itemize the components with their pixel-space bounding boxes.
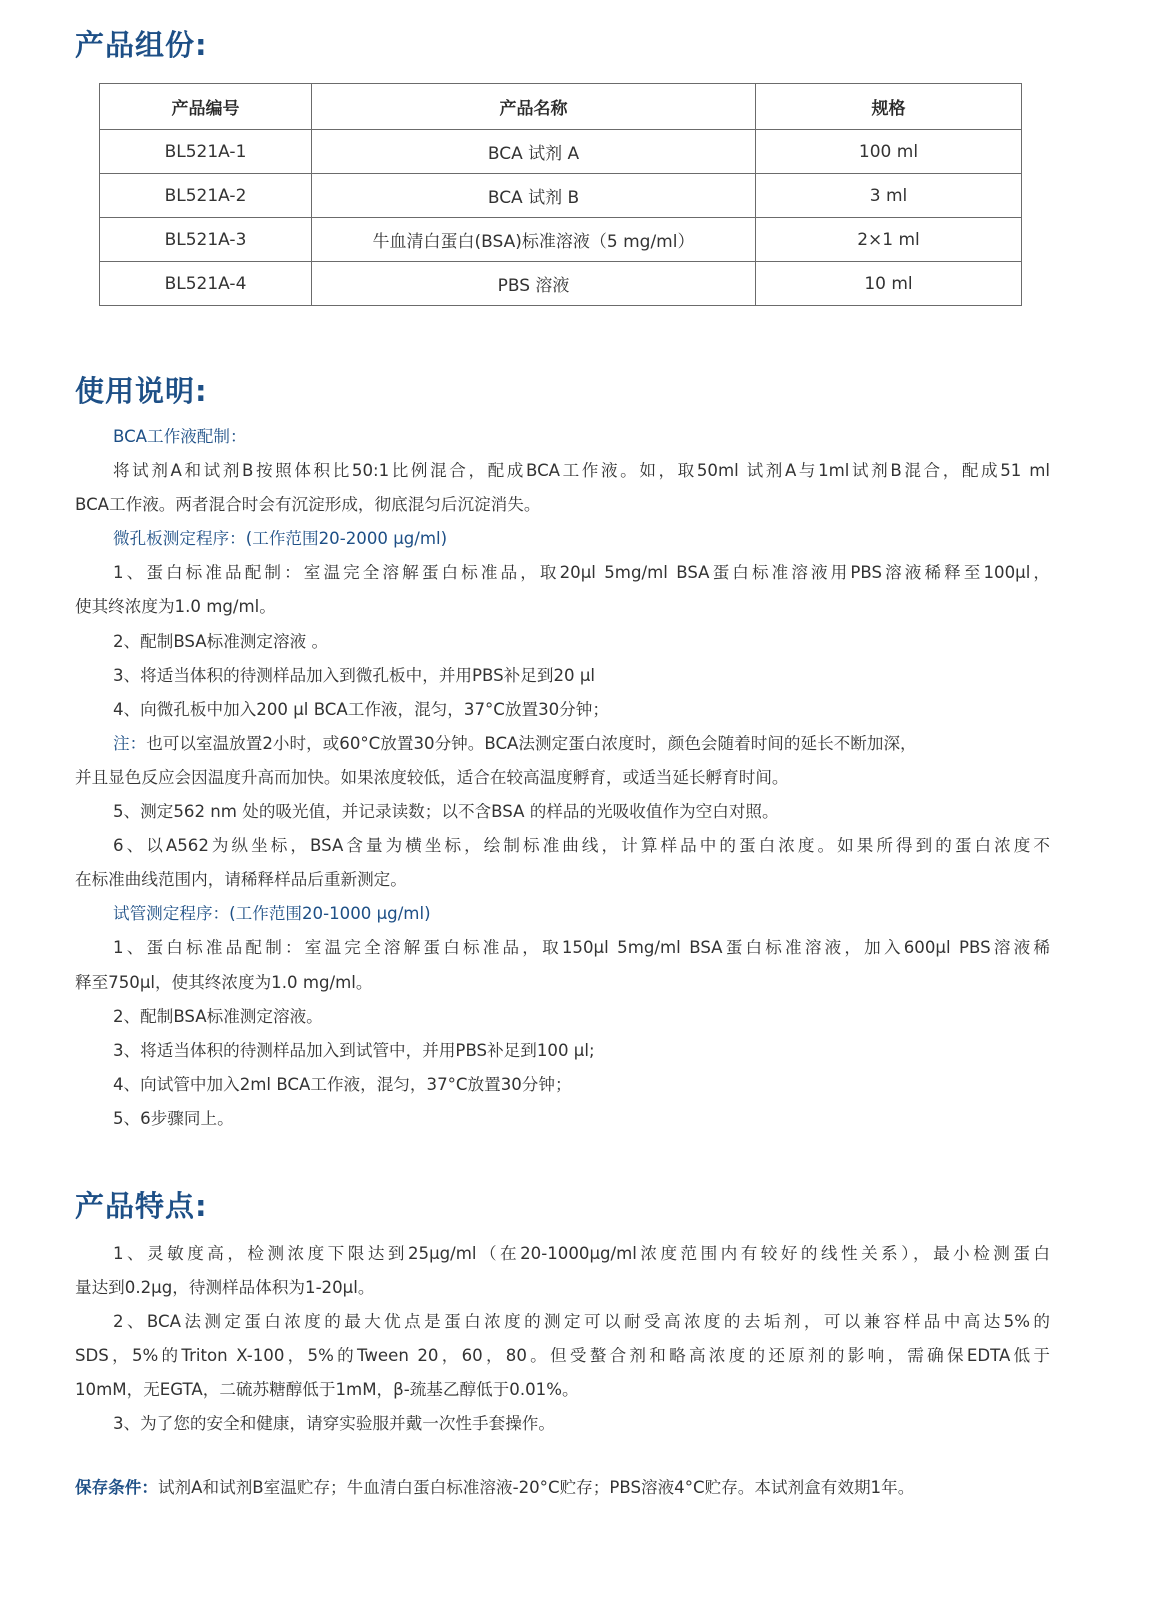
header-product-name: 产品名称 [312,84,756,130]
paragraph-line: 释至750µl，使其终浓度为1.0 mg/ml。 [75,972,373,992]
header-product-code: 产品编号 [100,84,312,130]
table-row [100,130,1022,174]
paragraph-line: 2、BCA法测定蛋白浓度的最大优点是蛋白浓度的测定可以耐受高浓度的去垢剂，可以兼容样品中高达5%的 [113,1312,1050,1332]
note-label: 注： [113,733,147,753]
paragraph-line: 1、蛋白标准品配制：室温完全溶解蛋白标准品，取150µl 5mg/ml BSA蛋白标准溶液，加入600µl PBS溶液稀 [113,938,1050,958]
storage-text: 试剂A和试剂B室温贮存；牛血清白蛋白标准溶液-20°C贮存；PBS溶液4°C贮存。本试剂盒有效期1年。 [157,1478,915,1497]
paragraph-line: 3、将适当体积的待测样品加入到微孔板中，并用PBS补足到20 µl [113,665,595,685]
paragraph-line: 3、为了您的安全和健康，请穿实验服并戴一次性手套操作。 [113,1414,555,1434]
cell-spec: 10 ml [756,262,1022,306]
cell-spec: 3 ml [756,174,1022,218]
paragraph-line: 量达到0.2µg，待测样品体积为1-20µl。 [75,1278,375,1298]
note-line [75,727,1050,761]
cell-code: BL521A-4 [100,262,312,306]
cell-code: BL521A-3 [100,218,312,262]
header-spec: 规格 [756,84,1022,130]
paragraph-line: 在标准曲线范围内，请稀释样品后重新测定。 [75,870,407,890]
features-heading: 产品特点: [75,1189,208,1223]
bca-working-solution-subheading: BCA工作液配制： [113,427,247,446]
paragraph-line: SDS，5%的Triton X-100，5%的Tween 20，60，80。但受螯合剂和略高浓度的还原剂的影响，需确保EDTA低于 [75,1346,1050,1366]
paragraph-line: 使其终浓度为1.0 mg/ml。 [75,597,276,617]
table-header-row [100,84,1022,130]
table-row [100,174,1022,218]
paragraph-line: 10mM，无EGTA，二硫苏糖醇低于1mM，β-巯基乙醇低于0.01%。 [75,1380,579,1400]
paragraph-line: 1、蛋白标准品配制：室温完全溶解蛋白标准品，取20µl 5mg/ml BSA蛋白标准溶液用PBS溶液稀释至100µl， [113,563,1050,583]
cell-spec: 2×1 ml [756,218,1022,262]
cell-name: BCA 试剂 A [312,130,756,174]
paragraph-line: 将试剂A和试剂B按照体积比50:1比例混合，配成BCA工作液。如，取50ml 试剂A与1ml试剂B混合，配成51 ml [113,461,1050,481]
cell-name: PBS 溶液 [312,262,756,306]
table-row [100,262,1022,306]
paragraph-line: 3、将适当体积的待测样品加入到试管中，并用PBS补足到100 µl; [113,1040,595,1060]
paragraph-line: 5、6步骤同上。 [113,1108,234,1128]
note-text: 也可以室温放置2小时，或60°C放置30分钟。BCA法测定蛋白浓度时，颜色会随着时间的延长不断加深， [146,733,917,753]
paragraph-line: BCA工作液。两者混合时会有沉淀形成，彻底混匀后沉淀消失。 [75,495,541,515]
cell-code: BL521A-1 [100,130,312,174]
cell-code: BL521A-2 [100,174,312,218]
composition-table [99,83,1022,306]
paragraph-line: 2、配制BSA标准测定溶液。 [113,1006,323,1026]
paragraph-line: 2、配制BSA标准测定溶液 。 [113,631,329,651]
paragraph-line: 5、测定562 nm 处的吸光值，并记录读数；以不含BSA 的样品的光吸收值作为空白对照。 [113,802,779,822]
cell-spec: 100 ml [756,130,1022,174]
cell-name: 牛血清白蛋白(BSA)标准溶液（5 mg/ml） [312,218,756,262]
paragraph-line: 6、以A562为纵坐标，BSA含量为横坐标，绘制标准曲线，计算样品中的蛋白浓度。如果所得到的蛋白浓度不 [113,836,1050,856]
storage-label: 保存条件： [75,1478,158,1497]
usage-section [75,420,1050,1136]
cell-name: BCA 试剂 B [312,174,756,218]
paragraph-line: 并且显色反应会因温度升高而加快。如果浓度较低，适合在较高温度孵育，或适当延长孵育时间。 [75,767,789,787]
storage-conditions [75,1471,1075,1505]
paragraph-line: 4、向试管中加入2ml BCA工作液，混匀，37°C放置30分钟； [113,1074,572,1094]
table-row [100,218,1022,262]
features-section [75,1237,1050,1442]
paragraph-line: 4、向微孔板中加入200 µl BCA工作液，混匀，37°C放置30分钟； [113,699,609,719]
tube-procedure-subheading: 试管测定程序：(工作范围20-1000 µg/ml) [113,904,431,924]
usage-heading: 使用说明: [75,374,208,408]
paragraph-line: 1、灵敏度高，检测浓度下限达到25µg/ml（在20-1000µg/ml浓度范围内有较好的线性关系），最小检测蛋白 [113,1244,1050,1263]
microplate-procedure-subheading: 微孔板测定程序：(工作范围20-2000 µg/ml) [113,529,448,549]
composition-heading: 产品组份: [75,28,208,62]
